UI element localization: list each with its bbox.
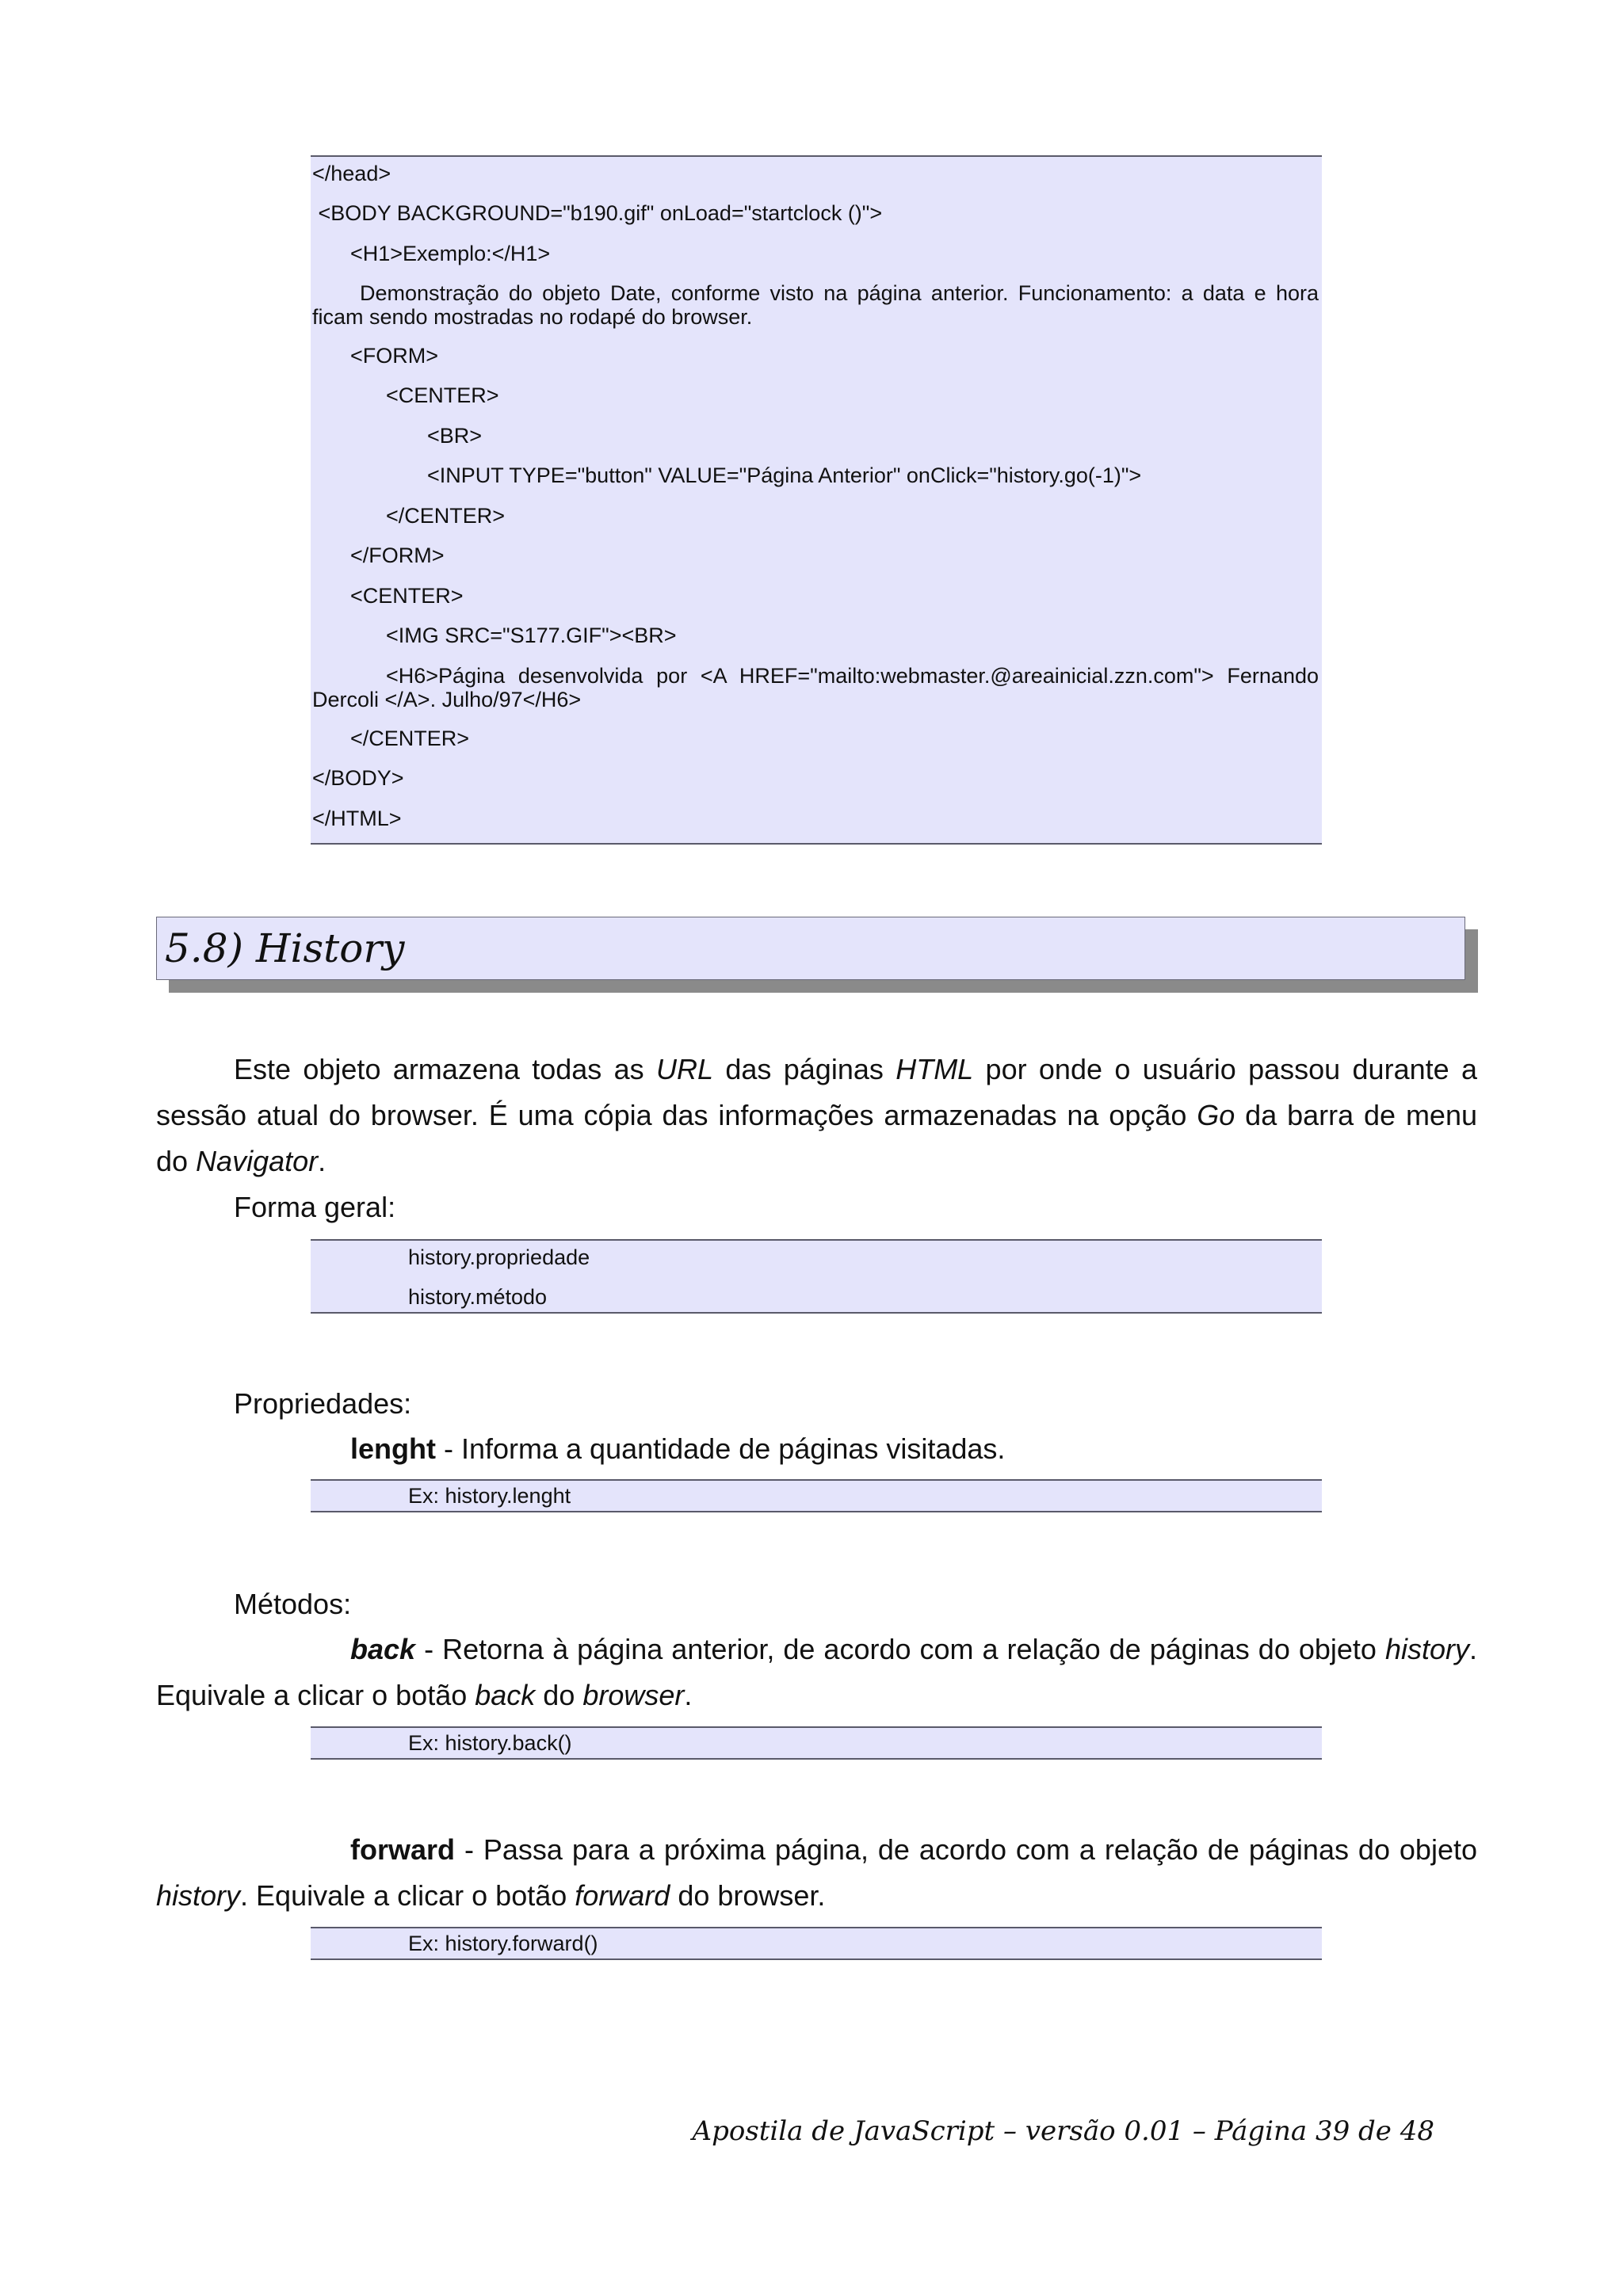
text-run: back — [475, 1679, 536, 1711]
text-run: Este objeto armazena todas as — [234, 1053, 656, 1085]
method-name: forward — [350, 1833, 456, 1866]
code-line: <BODY BACKGROUND="b190.gif" onLoad="startclock ()"> — [312, 201, 883, 225]
metodos-label: Métodos: — [234, 1588, 352, 1620]
section-heading-text: 5.8) History — [165, 925, 405, 971]
code-block — [311, 155, 1322, 845]
code-line: </BODY> — [312, 766, 404, 790]
text-run: por onde o usuário passou durante a sessão atual do browser. É uma cópia das informações armazenadas na opção — [156, 1053, 1477, 1131]
property-name: lenght — [350, 1432, 436, 1465]
code-line: history.propriedade — [408, 1245, 590, 1269]
code-line: <CENTER> — [350, 584, 464, 608]
code-line: Ex: history.lenght — [408, 1484, 571, 1508]
code-line: <H1>Exemplo:</H1> — [350, 242, 551, 265]
forma-geral-code — [311, 1239, 1322, 1314]
code-line: <H6>Página desenvolvida por <A HREF="mailto:webmaster.@areainicial.zzn.com"> Fernando Dercoli </A>. Julho/97</H6> — [312, 664, 1319, 711]
text-run: browser — [582, 1679, 685, 1711]
code-line: <INPUT TYPE="button" VALUE="Página Anterior" onClick="history.go(-1)"> — [427, 463, 1142, 487]
code-line: Demonstração do objeto Date, conforme visto na página anterior. Funcionamento: a data e hora ficam sendo mostradas no rodapé do browser. — [312, 281, 1319, 329]
intro-paragraph — [156, 1047, 1477, 1184]
back-description — [156, 1627, 1477, 1718]
code-line: <IMG SRC="S177.GIF"><BR> — [386, 624, 677, 647]
text-run: Go — [1197, 1099, 1235, 1131]
text-run: do — [535, 1679, 583, 1711]
text-run: - Retorna à página anterior, de acordo com a relação de páginas do objeto — [415, 1633, 1385, 1665]
code-line: </CENTER> — [350, 727, 470, 750]
text-run: - Passa para a próxima página, de acordo com a relação de páginas do objeto — [455, 1833, 1477, 1866]
back-example — [311, 1726, 1322, 1760]
code-line: Ex: history.back() — [408, 1731, 572, 1755]
text-run: das páginas — [713, 1053, 896, 1085]
text-run: da barra de menu do — [156, 1099, 1477, 1177]
text-run: HTML — [896, 1053, 974, 1085]
code-line: <FORM> — [350, 344, 439, 368]
code-line: history.método — [408, 1285, 548, 1309]
forward-description — [156, 1827, 1477, 1919]
text-run: . — [318, 1145, 327, 1177]
code-line: Ex: history.forward() — [408, 1932, 598, 1955]
lenght-example — [311, 1479, 1322, 1512]
lenght-description — [350, 1432, 1005, 1466]
text-run: Navigator — [196, 1145, 319, 1177]
method-name: back — [350, 1633, 416, 1665]
code-line: <CENTER> — [386, 383, 499, 407]
forma-geral-label: Forma geral: — [234, 1191, 396, 1223]
text-run: . Equivale a clicar o botão — [156, 1633, 1477, 1711]
code-line: <BR> — [427, 424, 483, 448]
code-line: </head> — [312, 162, 391, 185]
section-heading — [156, 917, 1465, 980]
text-run: history — [1384, 1633, 1469, 1665]
page-footer: Apostila de JavaScript – versão 0.01 – Página 39 de 48 — [692, 2115, 1434, 2147]
code-line: </CENTER> — [386, 504, 506, 528]
forward-example — [311, 1927, 1322, 1960]
text-run: URL — [656, 1053, 714, 1085]
text-run: . — [684, 1679, 693, 1711]
text-run: history — [156, 1879, 241, 1912]
text-run: - Informa a quantidade de páginas visitadas. — [435, 1432, 1006, 1465]
propriedades-label: Propriedades: — [234, 1387, 412, 1420]
code-line: </FORM> — [350, 543, 445, 567]
text-run: forward — [575, 1879, 670, 1912]
text-run: . Equivale a clicar o botão — [240, 1879, 575, 1912]
code-line: </HTML> — [312, 807, 402, 830]
text-run: do browser. — [670, 1879, 826, 1912]
